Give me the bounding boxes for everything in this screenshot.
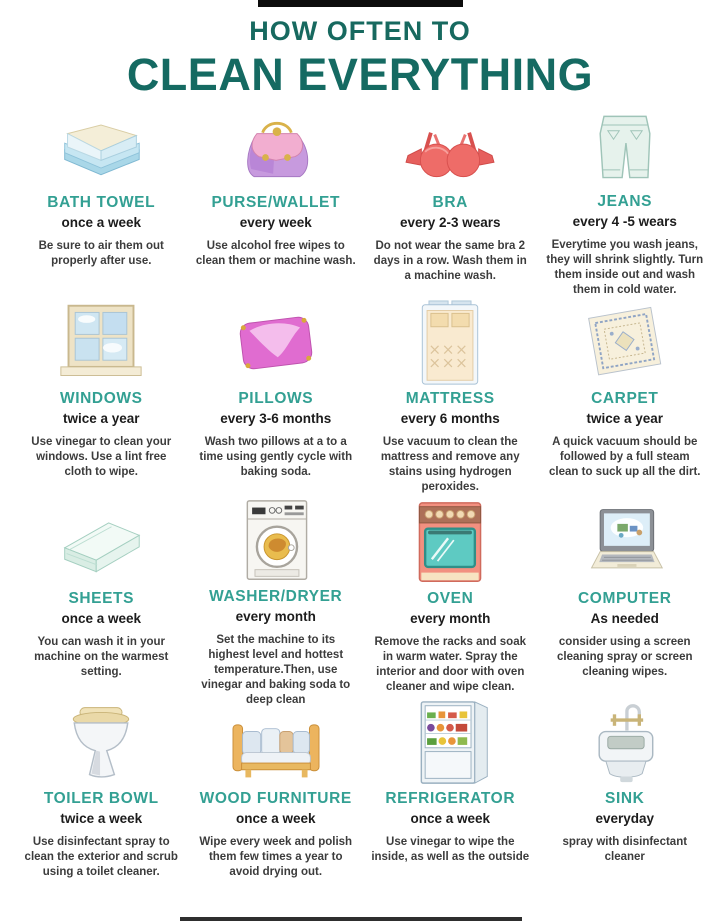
item-name: WOOD FURNITURE bbox=[199, 790, 352, 807]
item-description: spray with disinfectant cleaner bbox=[562, 836, 688, 863]
item-description: Use disinfectant spray to clean the exterior and scrub using a toilet cleaner. bbox=[24, 836, 178, 878]
item-description: consider using a screen cleaning spray or screen cleaning wipes. bbox=[556, 636, 693, 678]
item-frequency: twice a week bbox=[60, 811, 143, 826]
item-name: PILLOWS bbox=[238, 390, 314, 407]
item-name: SINK bbox=[605, 790, 645, 807]
item-name: SHEETS bbox=[68, 590, 135, 607]
item-frequency: once a week bbox=[235, 811, 316, 826]
item-frequency: every 6 months bbox=[400, 411, 500, 426]
grid-item-pillows bbox=[189, 298, 364, 498]
item-description: Everytime you wash jeans, they will shrink slightly. Turn them inside out and wash them in cold water. bbox=[546, 239, 704, 297]
item-description: Wash two pillows at a to a time using gently cycle with baking soda. bbox=[199, 436, 353, 478]
item-name: WASHER/DRYER bbox=[209, 588, 343, 605]
computer-icon bbox=[538, 498, 713, 586]
item-name: MATTRESS bbox=[405, 390, 495, 407]
carpet-icon bbox=[538, 298, 713, 386]
item-description: Do not wear the same bra 2 days in a row. Wash them in a machine wash. bbox=[373, 240, 527, 282]
grid-item-jeans bbox=[538, 102, 713, 298]
item-name: COMPUTER bbox=[578, 590, 672, 607]
title-line1: HOW OFTEN TO bbox=[249, 16, 471, 46]
pillows-icon bbox=[189, 298, 364, 386]
grid-item-sheets bbox=[14, 498, 189, 698]
item-frequency: every 3-6 months bbox=[220, 411, 332, 426]
grid-item-carpet bbox=[538, 298, 713, 498]
toilet-bowl-icon bbox=[14, 698, 189, 786]
sink-icon bbox=[538, 698, 713, 786]
mattress-icon bbox=[363, 298, 538, 386]
grid-item-bra bbox=[363, 102, 538, 298]
item-description: Use alcohol free wipes to clean them or machine wash. bbox=[195, 240, 356, 267]
item-description: You can wash it in your machine on the warmest setting. bbox=[34, 636, 169, 678]
top-black-bar bbox=[258, 0, 463, 7]
item-name: WINDOWS bbox=[59, 390, 143, 407]
item-frequency: every month bbox=[235, 609, 316, 624]
item-frequency: every week bbox=[239, 215, 312, 230]
bra-icon bbox=[363, 102, 538, 190]
grid-item-sink bbox=[538, 698, 713, 918]
wood-furniture-icon bbox=[189, 698, 364, 786]
item-description: Use vinegar to clean your windows. Use a lint free cloth to wipe. bbox=[31, 436, 172, 478]
item-frequency: every 4 -5 wears bbox=[572, 214, 677, 230]
item-description: Set the machine to its highest level and hottest temperature.Then, use vinegar and baking soda to deep clean bbox=[201, 634, 351, 706]
item-name: JEANS bbox=[597, 193, 653, 211]
refrigerator-icon bbox=[363, 698, 538, 786]
grid-item-oven bbox=[363, 498, 538, 698]
jeans-icon bbox=[538, 102, 713, 189]
item-frequency: every 2-3 wears bbox=[399, 215, 501, 230]
grid-item-computer bbox=[538, 498, 713, 698]
grid-item-windows bbox=[14, 298, 189, 498]
item-name: TOILER BOWL bbox=[43, 790, 159, 807]
item-frequency: twice a year bbox=[586, 411, 664, 426]
bottom-black-bar bbox=[180, 917, 522, 921]
sheets-icon bbox=[14, 498, 189, 586]
item-name: BATH TOWEL bbox=[47, 194, 156, 211]
item-name: PURSE/WALLET bbox=[211, 194, 341, 211]
item-description: A quick vacuum should be followed by a full steam clean to suck up all the dirt. bbox=[549, 436, 701, 478]
oven-icon bbox=[363, 498, 538, 586]
item-frequency: everyday bbox=[595, 811, 655, 826]
title-line2: CLEAN EVERYTHING bbox=[126, 49, 594, 100]
item-frequency: twice a year bbox=[62, 411, 140, 426]
item-frequency: As needed bbox=[590, 611, 659, 626]
washer-dryer-icon bbox=[189, 498, 364, 584]
grid-item-purse-wallet bbox=[189, 102, 364, 298]
item-description: Use vinegar to wipe the inside, as well as the outside bbox=[371, 836, 530, 863]
grid-item-wood-furniture bbox=[189, 698, 364, 918]
item-name: BRA bbox=[432, 194, 468, 211]
item-frequency: every month bbox=[410, 611, 491, 626]
grid-item-washer-dryer bbox=[189, 498, 364, 706]
item-description: Remove the racks and soak in warm water. Spray the interior and door with oven cleaner and wipe clean. bbox=[374, 636, 526, 693]
bath-towel-icon bbox=[14, 102, 189, 190]
grid-item-bath-towel bbox=[14, 102, 189, 298]
purse-wallet-icon bbox=[189, 102, 364, 190]
item-name: CARPET bbox=[591, 390, 659, 407]
item-frequency: once a week bbox=[410, 811, 491, 826]
grid-item-toilet-bowl bbox=[14, 698, 189, 918]
items-grid bbox=[14, 102, 712, 918]
item-description: Wipe every week and polish them few times a year to avoid drying out. bbox=[199, 836, 353, 878]
item-name: OVEN bbox=[427, 590, 474, 607]
item-frequency: once a week bbox=[61, 611, 142, 626]
windows-icon bbox=[14, 298, 189, 386]
item-name: REFRIGERATOR bbox=[385, 790, 516, 807]
grid-item-refrigerator bbox=[363, 698, 538, 918]
item-description: Be sure to air them out properly after use. bbox=[38, 240, 164, 267]
item-description: Use vacuum to clean the mattress and remove any stains using hydrogen peroxides. bbox=[380, 436, 520, 493]
item-frequency: once a week bbox=[61, 215, 142, 230]
grid-item-mattress bbox=[363, 298, 538, 498]
